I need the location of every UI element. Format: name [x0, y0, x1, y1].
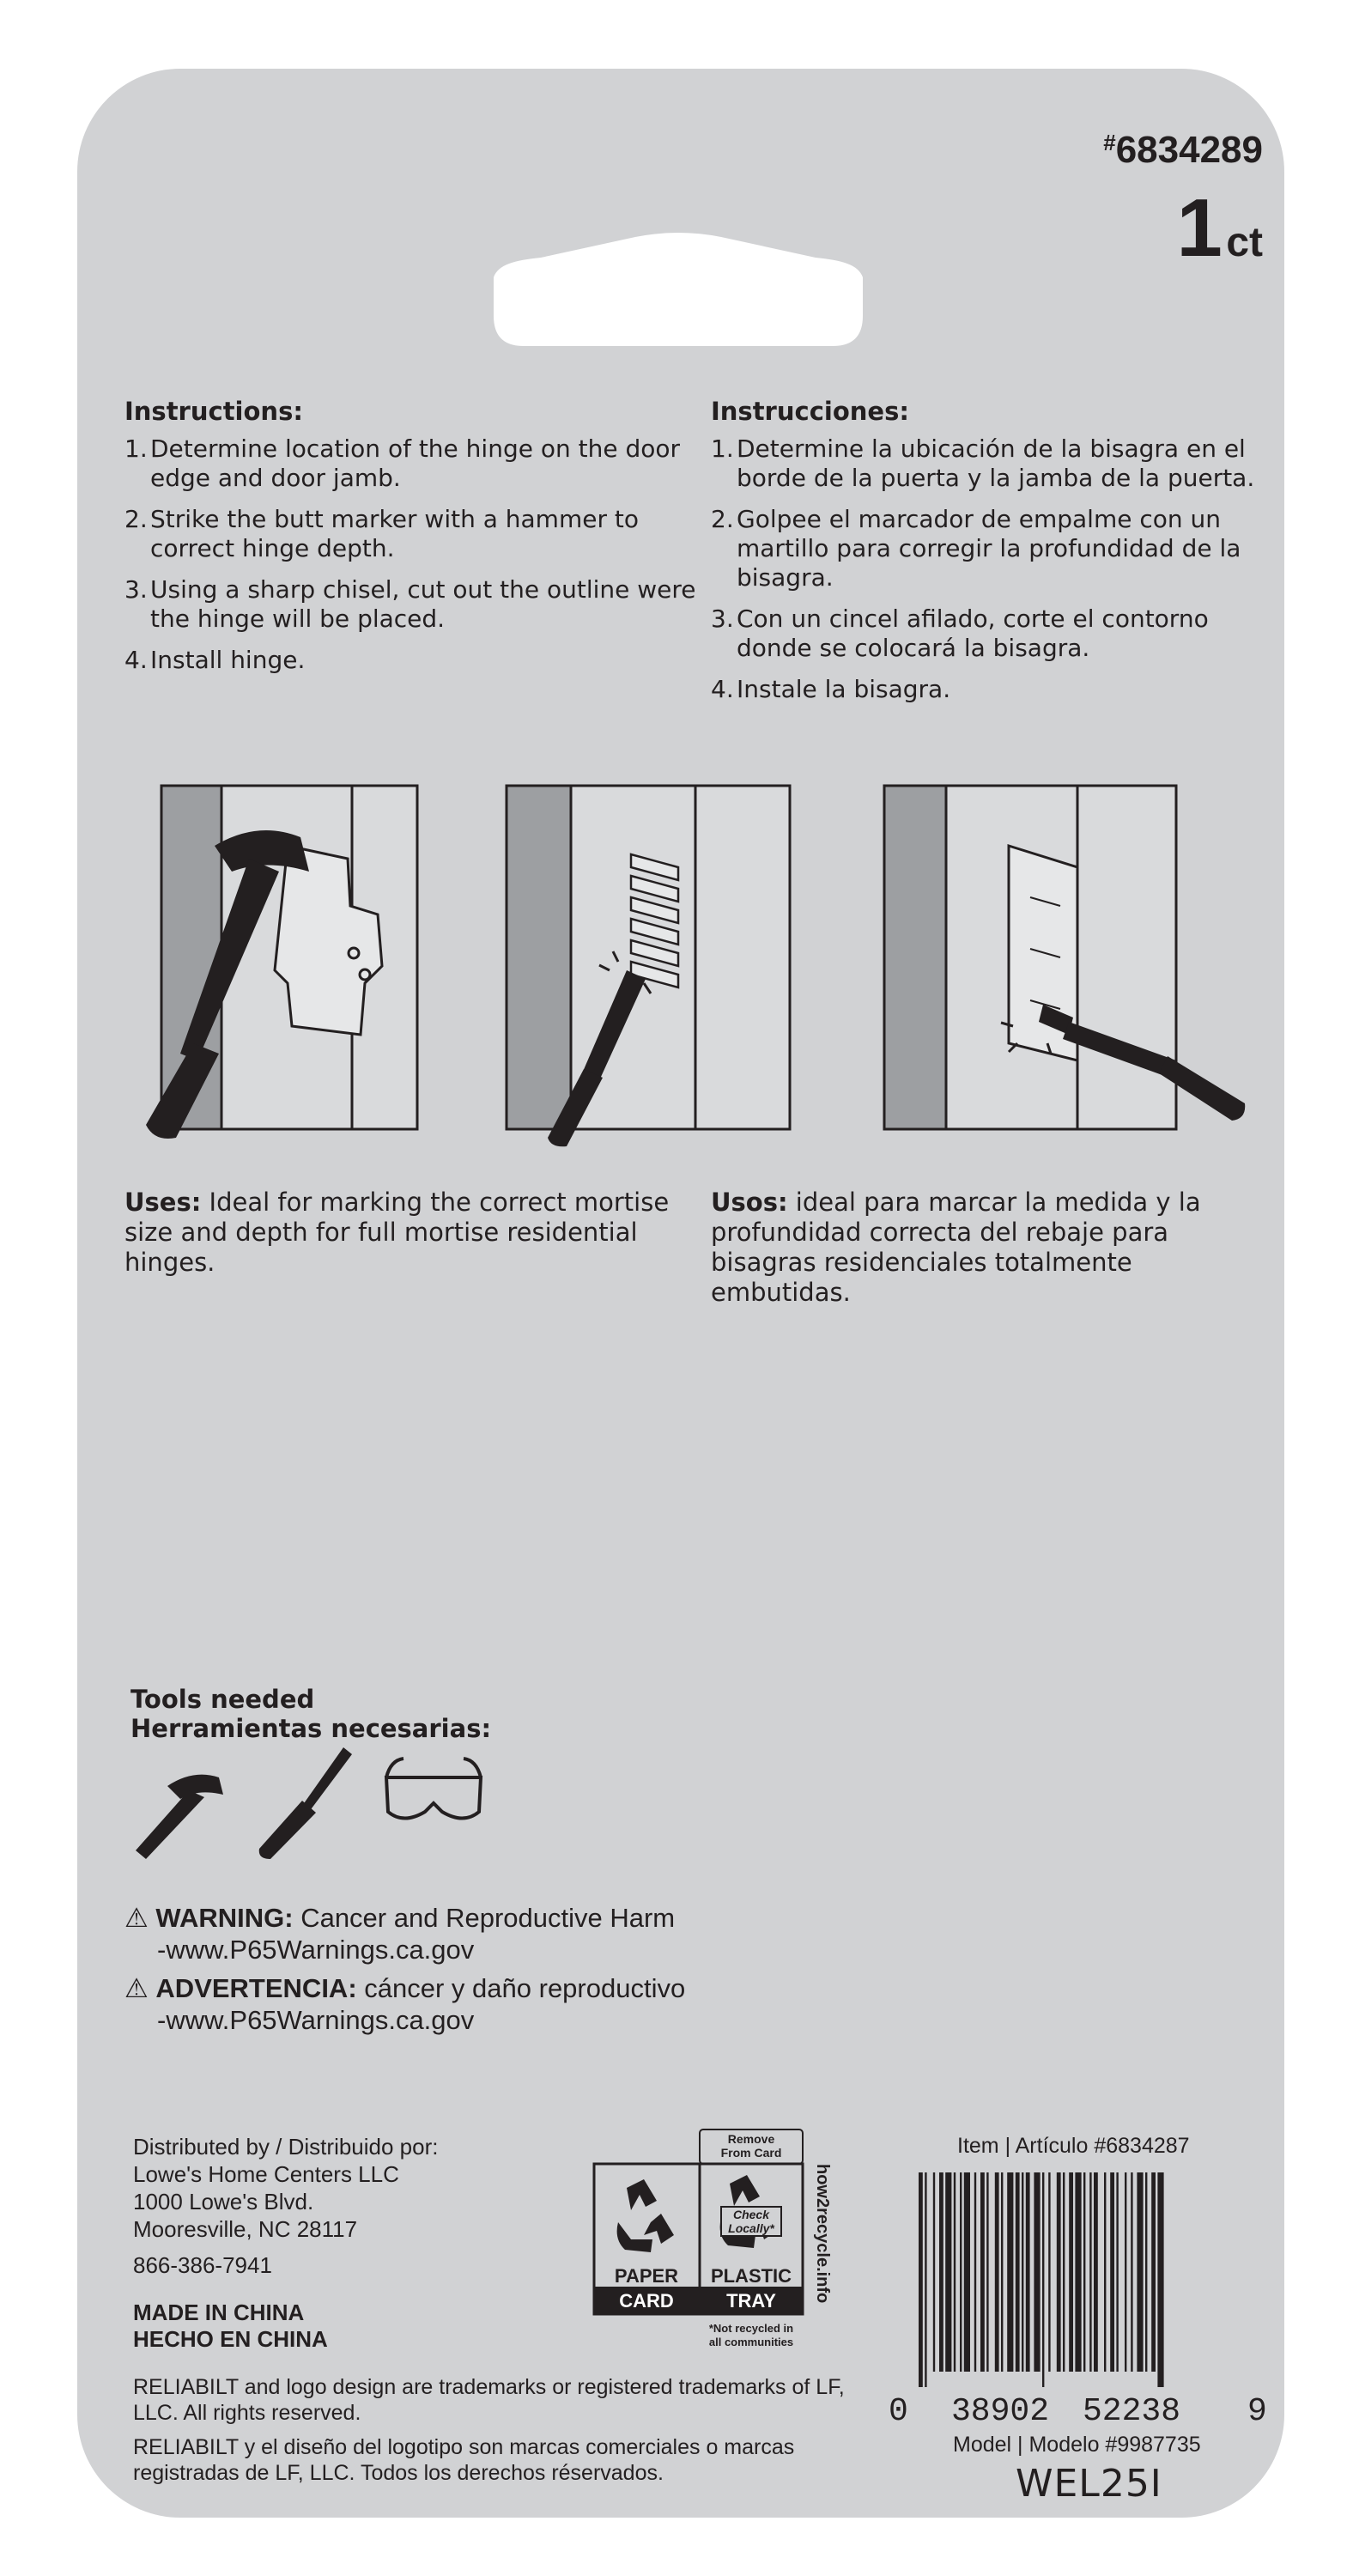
instruction-step-es: 2. Golpee el marcador de empalme con un martillo para corregir la profundidad de la bisagra. [711, 505, 1241, 592]
svg-text:PAPER: PAPER [614, 2265, 679, 2287]
item-number: #6834289 [1103, 129, 1263, 171]
instructions-list-es [711, 434, 1277, 704]
barcode-bar [1157, 2172, 1163, 2387]
instruction-step-es: 3. Con un cincel afilado, corte el contorno donde se colocará la bisagra. [711, 605, 1209, 662]
how2recycle-label [592, 2128, 841, 2360]
svg-text:Check: Check [732, 2208, 770, 2221]
barcode-bar [1007, 2172, 1013, 2372]
hang-hole [464, 230, 893, 350]
barcode-bar [995, 2172, 999, 2372]
step-illustration-hammer [120, 777, 429, 1155]
barcode-bar [1034, 2172, 1040, 2372]
distributor-company: Lowe's Home Centers LLC [133, 2161, 399, 2187]
barcode-digit-right: 9 [1247, 2393, 1267, 2430]
instructions-title-es: Instrucciones: [711, 397, 909, 426]
warning-spanish: ⚠ ADVERTENCIA: cáncer y daño reproductivo -www.P65Warnings.ca.gov [124, 1973, 686, 2035]
legal-english: RELIABILT and logo design are trademarks or registered trademarks of LF, LLC. All rights reserved. [133, 2375, 845, 2425]
chisel-icon [249, 1739, 361, 1868]
barcode-bar [1151, 2172, 1156, 2372]
barcode-bar [1094, 2172, 1098, 2372]
barcode-bar [1022, 2172, 1023, 2372]
barcode-bar [960, 2172, 962, 2372]
uses-spanish: Usos: ideal para marcar la medida y la profundidad correcta del rebaje para bisagras residenciales totalmente embutidas. [711, 1188, 1201, 1307]
uses-english: Uses: Ideal for marking the correct mortise size and depth for full mortise residential hinges. [124, 1188, 670, 1277]
svg-text:CARD: CARD [619, 2290, 674, 2312]
barcode-bar [1042, 2172, 1044, 2387]
handwritten-code: WEL25I [1016, 2462, 1162, 2506]
step-illustration-chisel [498, 777, 807, 1155]
svg-text:Locally*: Locally* [728, 2221, 774, 2235]
barcode-block [889, 2134, 1267, 2506]
barcode-item-label: Item | Artículo #6834287 [957, 2134, 1190, 2158]
barcode-bar [1057, 2172, 1061, 2372]
warning-english: ⚠ WARNING: Cancer and Reproductive Harm -www.P65Warnings.ca.gov [124, 1903, 676, 1965]
barcode-bar [954, 2172, 956, 2372]
barcode-bar [925, 2172, 926, 2387]
instruction-step: 3. Using a sharp chisel, cut out the outline were the hinge will be placed. [124, 575, 696, 633]
instructions-title: Instructions: [124, 397, 303, 426]
svg-text:Remove: Remove [727, 2132, 775, 2146]
barcode-bar [1125, 2172, 1126, 2372]
barcode-bar [1104, 2172, 1106, 2372]
barcode-bar [1075, 2172, 1081, 2372]
distributor-info [133, 2133, 494, 2279]
instructions-list [124, 434, 717, 675]
warning-url-es: -www.P65Warnings.ca.gov [157, 2005, 475, 2035]
barcode-digits-right-group: 52238 [1076, 2393, 1187, 2430]
instruction-step: 1. Determine location of the hinge on the door edge and door jamb. [124, 434, 681, 492]
barcode-bar [1001, 2172, 1003, 2372]
warning-url: -www.P65Warnings.ca.gov [157, 1935, 475, 1965]
svg-text:From Card: From Card [720, 2146, 782, 2160]
svg-text:all communities: all communities [708, 2336, 794, 2348]
barcode-bar [1063, 2172, 1065, 2372]
tools-heading [130, 1685, 491, 1743]
svg-text:PLASTIC: PLASTIC [710, 2265, 792, 2287]
country-of-origin: MADE IN CHINA HECHO EN CHINA [133, 2300, 328, 2352]
legal-spanish: RELIABILT y el diseño del logotipo son marcas comerciales o marcas registradas de LF, LLC. Todos los derechos réservados. [133, 2435, 795, 2485]
barcode-bar [964, 2172, 970, 2372]
recycle-arrows-icon [617, 2179, 674, 2252]
barcode-bar [945, 2172, 951, 2372]
barcode-bar [939, 2172, 943, 2372]
instruction-step: 4. Install hinge. [124, 646, 306, 674]
svg-text:TRAY: TRAY [726, 2290, 776, 2312]
barcode-digits-left-group: 38902 [944, 2393, 1056, 2430]
tools-title-en: Tools needed [130, 1685, 315, 1714]
safety-glasses-icon [378, 1743, 489, 1838]
count-label: 1 ct [1176, 182, 1263, 274]
barcode-bar [1089, 2172, 1091, 2372]
instructions-spanish [711, 397, 1277, 716]
barcode-bar [1083, 2172, 1085, 2372]
barcode-bar [1026, 2172, 1030, 2372]
barcode-bar [974, 2172, 976, 2372]
svg-text:how2recycle.info: how2recycle.info [813, 2164, 832, 2304]
barcode-bar [1137, 2172, 1143, 2372]
tools-title-es: Herramientas necesarias: [130, 1714, 492, 1743]
instruction-step-es: 1. Determine la ubicación de la bisagra en el borde de la puerta y la jamba de la puerta. [711, 434, 1255, 492]
svg-text:*Not recycled in: *Not recycled in [708, 2322, 794, 2335]
barcode-bar [919, 2172, 923, 2387]
distributor-street: 1000 Lowe's Blvd. [133, 2189, 314, 2215]
instruction-step: 2. Strike the butt marker with a hammer to correct hinge depth. [124, 505, 639, 562]
barcode-bar [1110, 2172, 1114, 2372]
barcode-bar [1131, 2172, 1132, 2372]
instructions-english [124, 397, 717, 687]
barcode-bar [986, 2172, 988, 2372]
barcode-bar [933, 2172, 935, 2372]
barcode-bar [1116, 2172, 1118, 2372]
distributor-phone: 866-386-7941 [133, 2252, 272, 2278]
barcode-digit-left: 0 [889, 2393, 908, 2430]
barcode-bar [1048, 2172, 1050, 2372]
barcode-model-label: Model | Modelo #9987735 [953, 2433, 1201, 2457]
barcode [919, 2172, 1236, 2387]
barcode-bar [1069, 2172, 1073, 2372]
distributor-city: Mooresville, NC 28117 [133, 2216, 358, 2242]
hammer-icon [129, 1756, 240, 1868]
barcode-bar [1016, 2172, 1020, 2372]
barcode-bar [1145, 2172, 1147, 2372]
barcode-bar [980, 2172, 985, 2372]
instruction-step-es: 4. Instale la bisagra. [711, 675, 951, 703]
step-illustration-mortise [876, 777, 1253, 1155]
distributor-heading: Distributed by / Distribuido por: [133, 2134, 439, 2160]
